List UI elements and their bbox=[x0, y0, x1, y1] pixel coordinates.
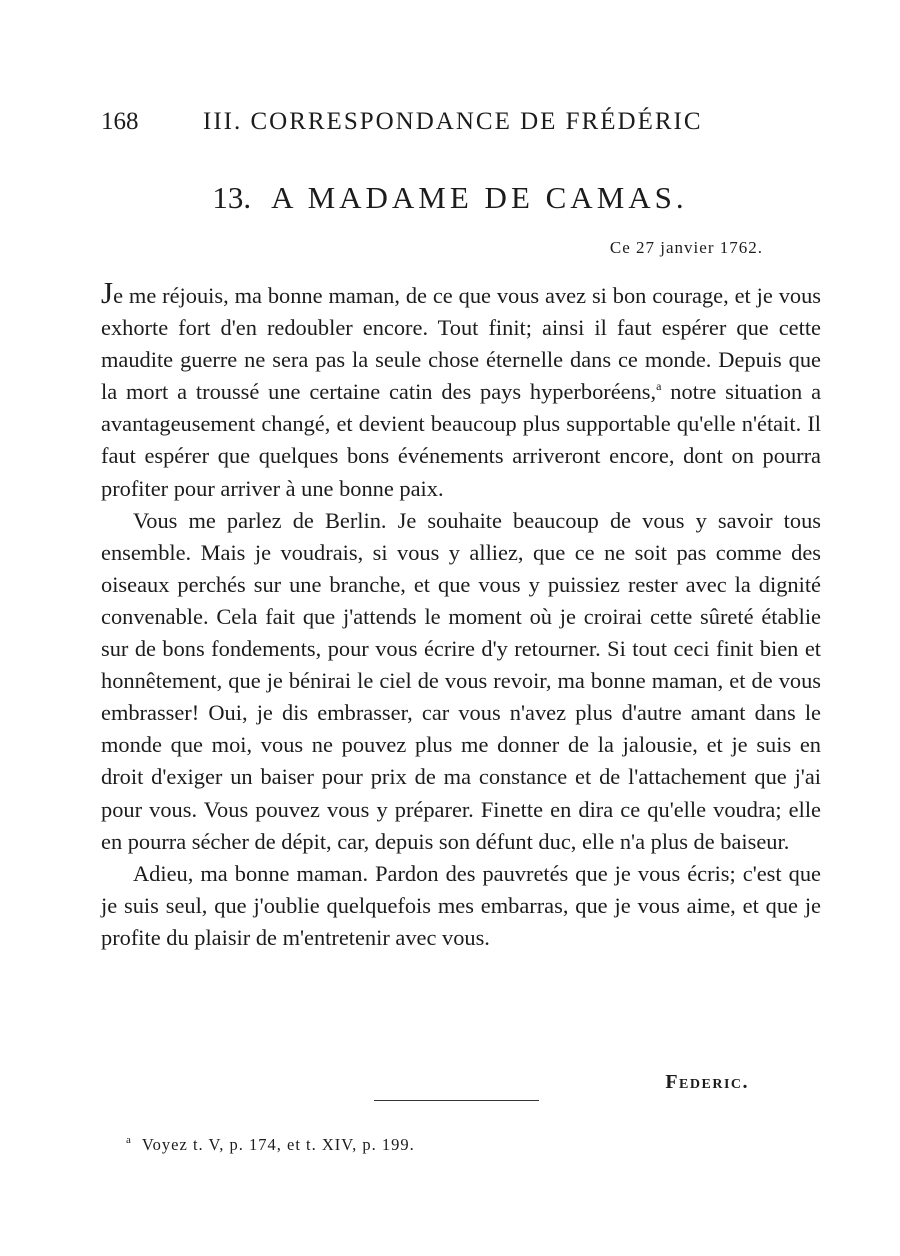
letter-addressee: A MADAME DE CAMAS. bbox=[271, 180, 688, 215]
paragraph-1-text-b: notre situation a avantageusement changé, et devient beaucoup plus supportable qu'elle n'était. Il faut espérer que quelques bons événements arriveront encore, dont on pourra profiter pour arriver à une bonne paix. bbox=[101, 379, 822, 501]
running-head-title: III. CORRESPONDANCE DE FRÉDÉRIC bbox=[203, 108, 703, 135]
footnote-reference[interactable]: a bbox=[656, 379, 662, 394]
letter-date: Ce 27 janvier 1762. bbox=[609, 238, 763, 257]
page-number: 168 bbox=[101, 108, 139, 135]
letter-number: 13. bbox=[212, 180, 252, 215]
signature: Federic. bbox=[665, 1071, 749, 1093]
letter-body bbox=[101, 275, 822, 954]
paragraph-2: Vous me parlez de Berlin. Je souhaite beaucoup de vous y savoir tous ensemble. Mais je voudrais, si vous y alliez, que ce ne soit pas comme des oiseaux perchés sur une branche, et que vous y puissiez rester avec la dignité convenable. Cela fait que j'attends le moment où je croirai cette sûreté établie sur de bons fondements, pour vous écrire d'y retourner. Si tout ceci finit bien et honnêtement, que je bénirai le ciel de vous revoir, ma bonne maman, et de vous embrasser! Oui, je dis embrasser, car vous n'avez plus d'autre amant dans le monde que moi, vous ne pouvez plus me donner de la jalousie, et je suis en droit d'exiger un baiser pour prix de ma constance et de l'attachement que j'ai pour vous. Vous pouvez vous y préparer. Finette en dira ce qu'elle voudra; elle en pourra sécher de dépit, car, depuis son défunt duc, elle n'a plus de baiseur. bbox=[101, 507, 821, 854]
paragraph-3: Adieu, ma bonne maman. Pardon des pauvretés que je vous écris; c'est que je suis seul, que j'oublie quelquefois mes embarras, que je vous aime, et que je profite du plaisir de m'entretenir avec vous. bbox=[101, 860, 821, 950]
footnote-mark: a bbox=[126, 1134, 132, 1146]
paragraph-1 bbox=[101, 275, 822, 505]
footnote-separator bbox=[374, 1100, 539, 1101]
initial-letter: J bbox=[101, 275, 114, 310]
paragraph-1-text-a: e me réjouis, ma bonne maman, de ce que vous avez si bon courage, et je vous exhorte fort d'en redoubler encore. Tout finit; ainsi il faut espérer que cette maudite guerre ne sera pas la seule chose éternelle dans ce monde. Depuis que la mort a troussé une certaine catin des pays hyperboréens, bbox=[101, 283, 821, 405]
letter-heading bbox=[0, 180, 900, 216]
running-head bbox=[101, 108, 741, 140]
footnote bbox=[126, 1134, 415, 1155]
footnote-text: Voyez t. V, p. 174, et t. XIV, p. 199. bbox=[141, 1135, 415, 1154]
